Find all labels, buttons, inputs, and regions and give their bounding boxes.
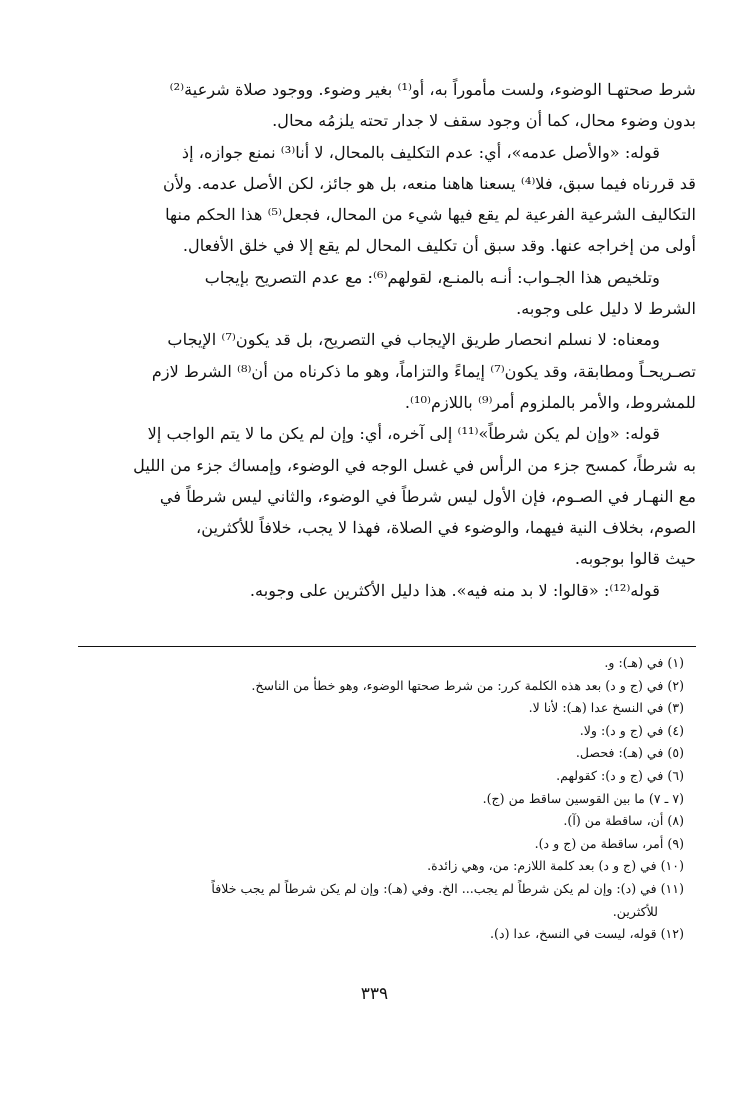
footnote: (١٢) قوله، ليست في النسخ، عدا (د). — [490, 926, 684, 942]
page-number: ٣٣٩ — [360, 984, 389, 1004]
text-line: أولى من إخراجه عنها. وقد سبق أن تكليف المحال لم يقع إلا في خلق الأفعال. — [182, 236, 696, 256]
text-line: وتلخيص هذا الجـواب: أنـه بالمنـع، لقولهم⁽⁶⁾: مع عدم التصريح بإيجاب — [204, 267, 660, 287]
footnote: (٧ ـ ٧) ما بين القوسين ساقط من (ج). — [482, 790, 684, 806]
text-line: قد قررناه فيما سبق، فلا⁽⁴⁾ يسعنا هاهنا منعه، بل هو جائز، لكن الأصل عدمه. ولأن — [162, 173, 696, 193]
text-line: قوله: «وإن لم يكن شرطاً»⁽¹¹⁾ إلى آخره، أي: وإن لم يكن ما لا يتم الواجب إلا — [147, 424, 660, 444]
footnote: (٣) في النسخ عدا (هـ): لأنا لا. — [528, 700, 684, 716]
text-line: مع النهـار في الصـوم، فإن الأول ليس شرطاً في الوضوء، والثاني ليس شرطاً في — [159, 486, 696, 506]
footnote: (٨) أن، ساقطة من (آ). — [563, 813, 684, 829]
footnote-divider — [78, 646, 696, 647]
footnote: (١٠) في (ج و د) بعد كلمة اللازم: من، وهي زائدة. — [427, 858, 684, 874]
footnote-continuation: للأكثرين. — [612, 903, 658, 919]
text-line: به شرطاً، كمسح جزء من الرأس في غسل الوجه في الوضوء، وإمساك جزء من الليل — [133, 455, 696, 475]
text-line: بدون وضوء محال، كما أن وجود سقف لا جدار تحته يلزمُه محال. — [272, 111, 696, 131]
text-line: الشرط لا دليل على وجوبه. — [516, 299, 696, 319]
footnote: (٥) في (هـ): فحصل. — [575, 745, 684, 761]
text-line: للمشروط، والأمر بالملزوم أمر⁽⁹⁾ باللازم⁽¹⁰⁾. — [404, 392, 696, 412]
text-line: قوله⁽¹²⁾: «قالوا: لا بد منه فيه». هذا دليل الأكثرين على وجوبه. — [249, 580, 660, 600]
footnote: (٩) أمر، ساقطة من (ج و د). — [534, 835, 684, 851]
footnote: (٤) في (ج و د): ولا. — [579, 722, 684, 738]
text-line: قوله: «والأصل عدمه»، أي: عدم التكليف بالمحال، لا أنا⁽³⁾ نمنع جوازه، إذ — [181, 142, 660, 162]
footnote: (٦) في (ج و د): كقولهم. — [556, 767, 684, 783]
footnote: (١١) في (د): وإن لم يكن شرطاً لم يجب... الخ. وفي (هـ): وإن لم يكن شرطاً لم يجب خلافاً — [211, 880, 684, 896]
footnotes — [78, 652, 684, 946]
footnote: (١) في (هـ): و. — [604, 655, 684, 670]
text-line: الصوم، بخلاف النية فيهما، والوضوء في الصلاة، فهذا لا يجب، خلافاً للأكثرين، — [196, 518, 696, 538]
text-line: تصـريحـاً ومطابقة، وقد يكون⁽⁷⁾ إيماءً والتزاماً، وهو ما ذكرناه من أن⁽⁸⁾ الشرط لازم — [151, 361, 696, 381]
footnote: (٢) في (ج و د) بعد هذه الكلمة كرر: من شرط صحتها الوضوء، وهو خطأ من الناسخ. — [251, 677, 684, 693]
text-line: التكاليف الشرعية الفرعية لم يقع فيها شيء من المحال، فجعل⁽⁵⁾ هذا الحكم منها — [165, 205, 696, 225]
main-text — [78, 74, 696, 606]
text-line: حيث قالوا بوجوبه. — [574, 549, 696, 569]
text-line: شرط صحتهـا الوضوء، ولست مأموراً به، أو⁽¹⁾ بغير وضوء. ووجود صلاة شرعية⁽²⁾ — [169, 80, 696, 99]
text-line: ومعناه: لا نسلم انحصار طريق الإيجاب في التصريح، بل قد يكون⁽⁷⁾ الإيجاب — [167, 330, 660, 350]
